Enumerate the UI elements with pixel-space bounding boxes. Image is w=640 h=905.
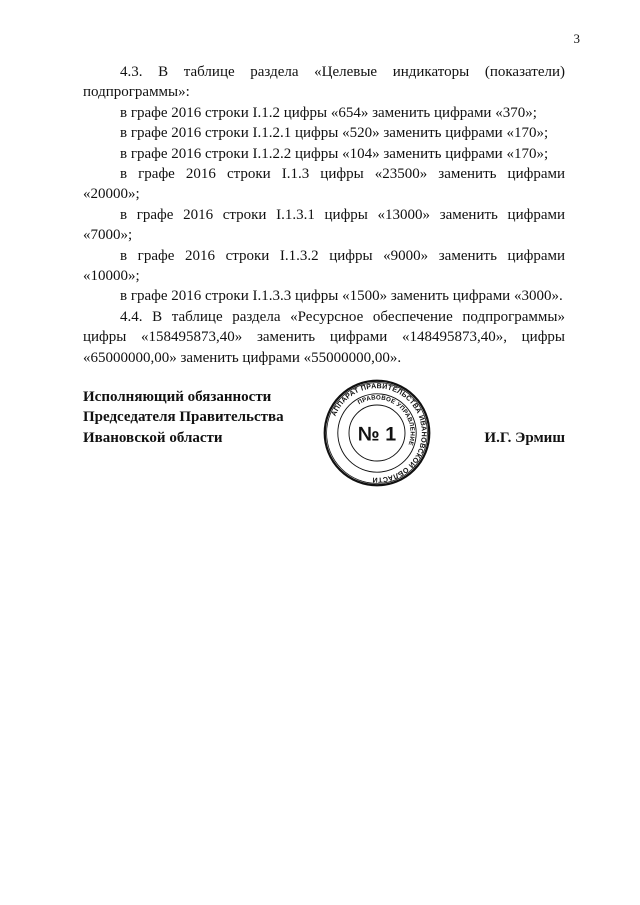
stamp-inner-text: ПРАВОВОЕ УПРАВЛЕНИЕ bbox=[356, 394, 416, 447]
document-body bbox=[83, 62, 565, 368]
official-stamp bbox=[321, 377, 433, 489]
stamp-outer-text: АППАРАТ ПРАВИТЕЛЬСТВА ИВАНОВСКОЙ ОБЛАСТИ bbox=[329, 382, 428, 484]
signatory-title-line: Председателя Правительства bbox=[83, 409, 284, 426]
page-number: 3 bbox=[573, 31, 580, 46]
amendment-line: в графе 2016 строки I.1.3.3 цифры «1500» заменить цифрами «3000». bbox=[120, 288, 563, 305]
signatory-title-line: Исполняющий обязанности bbox=[83, 389, 272, 405]
signatory-title-line: Ивановской области bbox=[83, 429, 223, 446]
stamp-number: № 1 bbox=[357, 423, 397, 446]
signature-block bbox=[83, 382, 565, 507]
amendment-line: в графе 2016 строки I.1.3 цифры «23500» заменить цифрами «20000»; bbox=[83, 166, 565, 203]
signatory-title bbox=[83, 387, 284, 448]
amendment-line: в графе 2016 строки I.1.2.2 цифры «104» заменить цифрами «170»; bbox=[120, 145, 549, 162]
paragraph-4-3: 4.3. В таблице раздела «Целевые индикаторы (показатели) подпрограммы»: bbox=[83, 64, 565, 101]
amendment-line: в графе 2016 строки I.1.2.1 цифры «520» заменить цифрами «170»; bbox=[120, 125, 549, 142]
amendment-line: в графе 2016 строки I.1.2 цифры «654» заменить цифрами «370»; bbox=[120, 104, 537, 121]
paragraph-4-4: 4.4. В таблице раздела «Ресурсное обеспечение подпрограммы» цифры «158495873,40» заменить цифрами «148495873,40», цифры «65000000,00» заменить цифрами «55000000,00». bbox=[83, 308, 565, 366]
amendment-line: в графе 2016 строки I.1.3.2 цифры «9000» заменить цифрами «10000»; bbox=[83, 247, 565, 285]
signer-name: И.Г. Эрмиш bbox=[484, 430, 565, 446]
amendment-line: в графе 2016 строки I.1.3.1 цифры «13000» заменить цифрами «7000»; bbox=[83, 206, 565, 244]
